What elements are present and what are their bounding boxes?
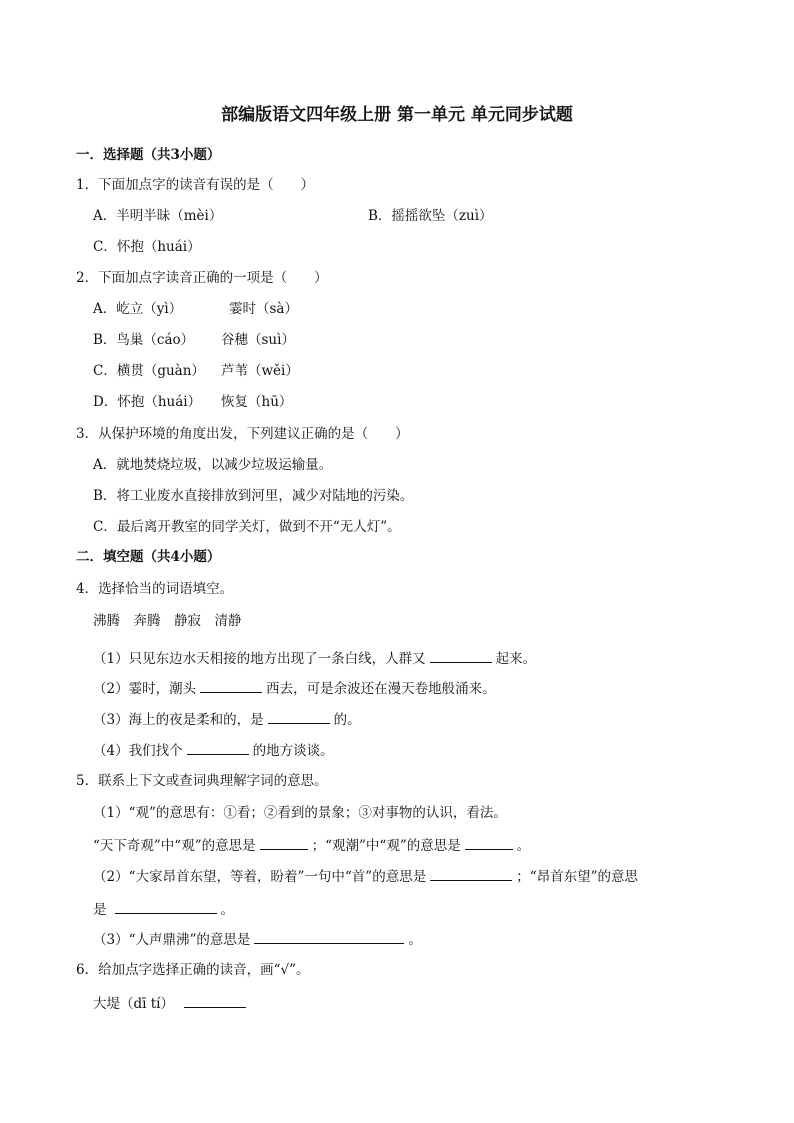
question-3-option-b: B．将工业废水直接排放到河里，减少对陆地的污染。 xyxy=(93,488,414,504)
question-4-item-2-text-end: 西去，可是余波还在漫天卷地般涌来。 xyxy=(266,681,496,697)
question-5-part-2-text-a: （2）“大家昂首东望，等着，盼着”一句中“首”的意思是 xyxy=(93,869,427,885)
answer-blank[interactable] xyxy=(254,929,404,944)
answer-blank[interactable] xyxy=(115,899,217,914)
question-2-option-d-word2: 恢复（hū） xyxy=(221,394,293,410)
question-5-part-2-cont xyxy=(93,899,234,919)
question-1-option-b: B．摇摇欲坠（zuì） xyxy=(368,208,493,224)
question-5-part-2-text-b: ；“昂首东望”的意思 xyxy=(516,869,639,885)
answer-blank[interactable] xyxy=(465,835,513,850)
section-heading-choice: 一．选择题（共3小题） xyxy=(76,147,221,163)
question-5-part-1-text-b: ；“观潮”中“观”的意思是 xyxy=(311,838,461,854)
question-2-stem: 2．下面加点字读音正确的一项是（ ） xyxy=(76,270,328,286)
question-4-item-3-text: （3）海上的夜是柔和的，是 xyxy=(93,712,264,728)
question-4-item-4 xyxy=(93,740,334,760)
question-3-stem: 3．从保护环境的角度出发，下列建议正确的是（ ） xyxy=(76,426,409,442)
question-5-part-3 xyxy=(93,929,422,949)
question-5-part-2 xyxy=(93,866,638,886)
question-2-option-c-word2: 芦苇（wěi） xyxy=(221,363,299,379)
question-5-part-1-text-a: “天下奇观”中“观”的意思是 xyxy=(93,838,256,854)
answer-blank[interactable] xyxy=(430,866,512,881)
question-4-item-1 xyxy=(93,648,536,668)
question-6-stem: 6．给加点字选择正确的读音，画“√”。 xyxy=(76,962,310,978)
question-3-option-a: A．就地焚烧垃圾，以减少垃圾运输量。 xyxy=(93,457,333,473)
question-6-item xyxy=(93,993,250,1013)
question-1-stem: 1．下面加点字的读音有误的是（ ） xyxy=(76,177,315,193)
question-5-part-1-blanks xyxy=(93,835,530,855)
question-4-item-2 xyxy=(93,678,496,698)
question-4-item-1-text: （1）只见东边水天相接的地方出现了一条白线，人群又 xyxy=(93,651,426,667)
question-1-option-c: C．怀抱（huái） xyxy=(93,239,201,255)
answer-blank[interactable] xyxy=(187,740,249,755)
question-2-option-d-word1: D．怀抱（huái） xyxy=(93,394,202,410)
question-1-option-a: A．半明半昧（mèi） xyxy=(93,208,223,224)
answer-blank[interactable] xyxy=(430,648,492,663)
question-2-option-b-word1: B．鸟巢（cáo） xyxy=(93,332,195,348)
question-4-word-bank: 沸腾 奔腾 静寂 清静 xyxy=(93,613,242,629)
page-title: 部编版语文四年级上册 第一单元 单元同步试题 xyxy=(221,105,573,125)
question-4-stem: 4．选择恰当的词语填空。 xyxy=(76,581,234,597)
question-4-item-1-text-end: 起来。 xyxy=(495,651,537,667)
section-heading-fill: 二．填空题（共4小题） xyxy=(76,549,221,565)
question-5-part-1-text-c: 。 xyxy=(516,838,531,854)
question-5-stem: 5．联系上下文或查词典理解字词的意思。 xyxy=(76,773,328,789)
question-4-item-3 xyxy=(93,709,361,729)
question-4-item-4-text-end: 的地方谈谈。 xyxy=(252,743,334,759)
question-6-item-text: 大堤（dī tí） xyxy=(93,996,174,1012)
answer-blank[interactable] xyxy=(260,835,308,850)
question-2-option-c-word1: C．横贯（guàn） xyxy=(93,363,205,379)
question-5-part-2-text-c: 是 xyxy=(93,902,107,918)
answer-blank[interactable] xyxy=(200,678,262,693)
answer-blank[interactable] xyxy=(268,709,330,724)
question-5-part-3-text-b: 。 xyxy=(408,932,422,948)
question-2-option-a-word1: A．屹立（yì） xyxy=(93,301,183,317)
question-4-item-4-text: （4）我们找个 xyxy=(93,743,183,759)
question-4-item-3-text-end: 的。 xyxy=(333,712,361,728)
answer-blank[interactable] xyxy=(184,993,246,1008)
question-3-option-c: C．最后离开教室的同学关灯，做到不开“无人灯”。 xyxy=(93,519,401,535)
question-2-option-a-word2: 霎时（sà） xyxy=(229,301,298,317)
question-4-item-2-text: （2）霎时，潮头 xyxy=(93,681,197,697)
question-5-part-1: （1）“观”的意思有：①看；②看到的景象；③对事物的认识，看法。 xyxy=(93,805,507,821)
question-2-option-b-word2: 谷穗（suì） xyxy=(221,332,295,348)
question-5-part-3-text-a: （3）“人声鼎沸”的意思是 xyxy=(93,932,251,948)
question-5-part-2-text-d: 。 xyxy=(220,902,234,918)
